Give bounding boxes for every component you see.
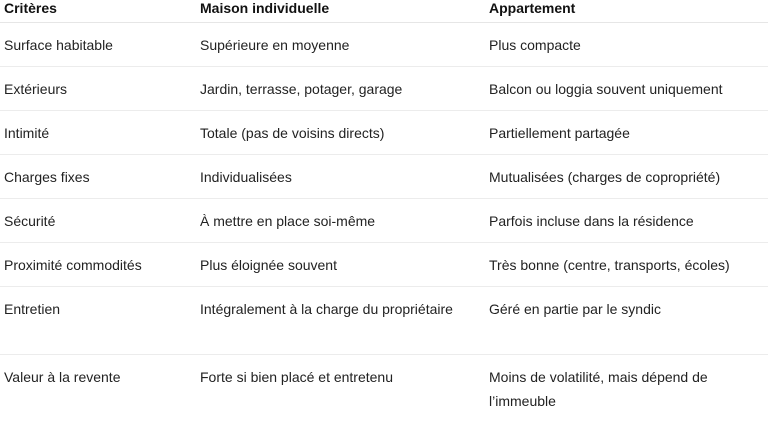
header-row	[0, 0, 768, 23]
cell-criteria: Surface habitable	[0, 23, 196, 67]
cell-house: Intégralement à la charge du propriétaire	[196, 287, 485, 355]
table-row	[0, 199, 768, 243]
cell-house: Plus éloignée souvent	[196, 243, 485, 287]
cell-criteria: Intimité	[0, 111, 196, 155]
cell-criteria: Entretien	[0, 287, 196, 355]
table-row	[0, 67, 768, 111]
cell-house: Totale (pas de voisins directs)	[196, 111, 485, 155]
cell-house: Forte si bien placé et entretenu	[200, 369, 394, 385]
table-row	[0, 155, 768, 199]
cell-criteria: Extérieurs	[0, 67, 196, 111]
cell-criteria: Sécurité	[0, 199, 196, 243]
header-criteria: Critères	[0, 0, 196, 23]
cell-apartment: Moins de volatilité, mais dépend de l’immeuble	[489, 369, 708, 409]
cell-criteria: Valeur à la revente	[4, 369, 121, 385]
cell-apartment: Parfois incluse dans la résidence	[485, 199, 768, 243]
cell-house: Jardin, terrasse, potager, garage	[196, 67, 485, 111]
cell-house: À mettre en place soi-même	[196, 199, 485, 243]
table-row	[0, 355, 768, 423]
cell-apartment: Partiellement partagée	[485, 111, 768, 155]
cell-apartment: Plus compacte	[485, 23, 768, 67]
cell-house: Individualisées	[196, 155, 485, 199]
cell-apartment: Très bonne (centre, transports, écoles)	[485, 243, 768, 287]
table-row	[0, 287, 768, 355]
cell-criteria: Proximité commodités	[0, 243, 196, 287]
cell-apartment: Balcon ou loggia souvent uniquement	[485, 67, 768, 111]
cell-apartment: Mutualisées (charges de copropriété)	[485, 155, 768, 199]
cell-house: Supérieure en moyenne	[196, 23, 485, 67]
table-row	[0, 23, 768, 67]
cell-apartment: Géré en partie par le syndic	[485, 287, 768, 355]
header-house: Maison individuelle	[196, 0, 485, 23]
table-body	[0, 23, 768, 423]
table-header	[0, 0, 768, 23]
table-row	[0, 111, 768, 155]
header-apartment: Appartement	[485, 0, 768, 23]
table-row	[0, 243, 768, 287]
cell-criteria: Charges fixes	[0, 155, 196, 199]
